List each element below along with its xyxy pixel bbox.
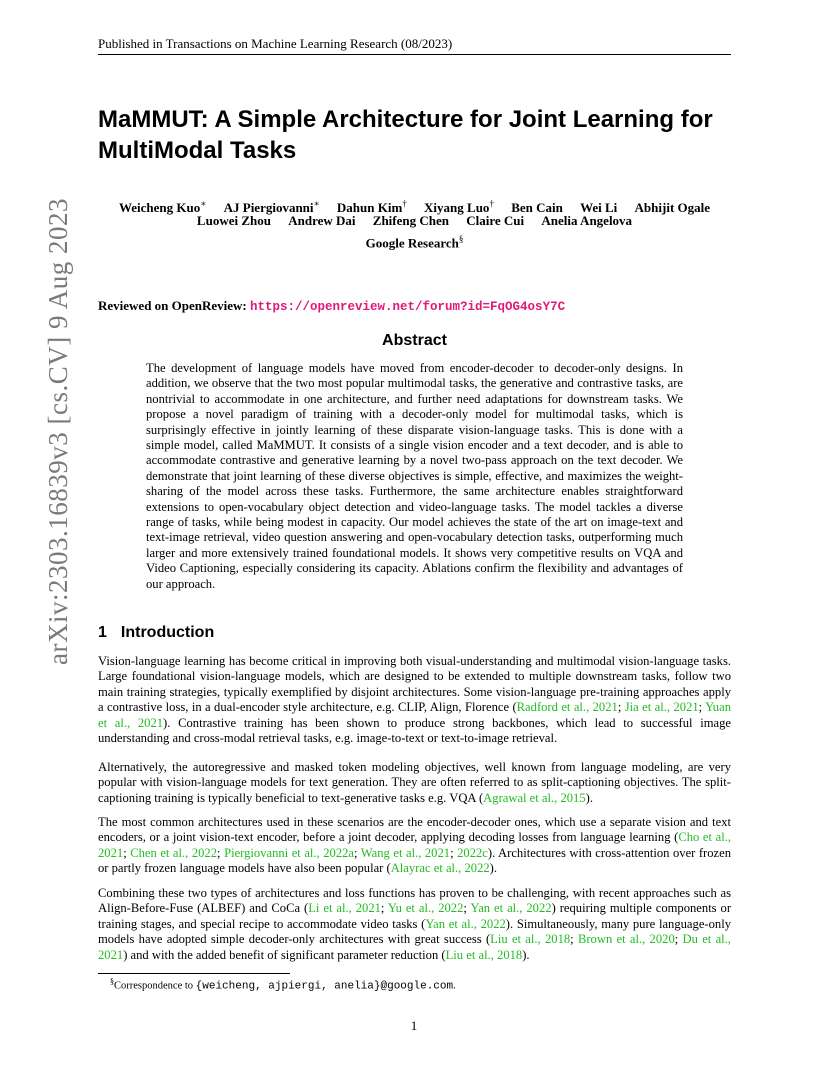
paragraph-text: ; xyxy=(617,700,625,715)
citation-link[interactable]: Radford et al., 2021 xyxy=(516,700,618,715)
paragraph-text: ; xyxy=(698,700,706,715)
affiliation: Google Research§ xyxy=(365,234,464,251)
author: Andrew Dai xyxy=(288,213,356,228)
paper-title: MaMMUT: A Simple Architecture for Joint Learning for MultiModal Tasks xyxy=(98,106,713,164)
citation-link[interactable]: Cho et al., 2021 xyxy=(98,830,732,860)
paragraph-text: ). xyxy=(585,790,593,805)
citation-link[interactable]: Yu et al., 2022 xyxy=(387,901,464,916)
paragraph-text: ; xyxy=(217,845,225,860)
footnote-emails: {weicheng, ajpiergi, anelia}@google.com xyxy=(195,980,454,993)
section-number: 1 xyxy=(98,624,107,641)
citation-link[interactable]: Du et al., 2021 xyxy=(98,932,731,962)
author: Xiyang Luo† xyxy=(424,199,494,216)
author: Dahun Kim† xyxy=(336,199,407,216)
citation-link[interactable]: Jia et al., 2021 xyxy=(624,700,699,715)
author: Weicheng Kuo∗ xyxy=(118,199,207,216)
paragraph xyxy=(98,760,731,806)
paragraph-text: ; xyxy=(570,932,578,947)
paragraph xyxy=(98,654,731,746)
citation-link[interactable]: Liu et al., 2018 xyxy=(445,947,523,962)
paragraph-text: ) requiring multiple components or training stages, and special recipe to accommodate video tasks ( xyxy=(98,901,732,931)
abstract-heading: Abstract xyxy=(382,332,447,349)
author: AJ Piergiovanni∗ xyxy=(223,199,320,216)
page-number: 1 xyxy=(410,1018,418,1033)
openreview-link[interactable]: https://openreview.net/forum?id=FqOG4osY7C xyxy=(250,300,566,314)
citation-link[interactable]: Liu et al., 2018 xyxy=(490,932,571,947)
citation-link[interactable]: Yuan et al., 2021 xyxy=(98,700,731,730)
footnote: §Correspondence to {weicheng, ajpiergi, anelia}@google.com. xyxy=(110,977,456,993)
section-heading xyxy=(98,624,214,642)
citation-link[interactable]: Piergiovanni et al., 2022a xyxy=(224,845,354,860)
citation-link[interactable]: Alayrac et al., 2022 xyxy=(390,861,490,876)
paragraph xyxy=(98,815,731,877)
citation-link[interactable]: Wang et al., 2021 xyxy=(360,845,451,860)
author: Abhijit Ogale xyxy=(634,200,711,216)
paragraph-text: ). Architectures with cross-attention over frozen or partly frozen language models have also been popular ( xyxy=(98,845,732,876)
paragraph-text: ). xyxy=(489,861,498,876)
arxiv-identifier: arXiv:2303.16839v3 [cs.CV] 9 Aug 2023 xyxy=(43,198,73,665)
paragraph-text: The most common architectures used in these scenarios are the encoder-decoder ones, which use a separate vision and text encoders, or a joint vision-text encoder, before a joint decoder, applying decoding losses from language learning ( xyxy=(98,815,731,845)
paragraph xyxy=(98,886,731,963)
paragraph-text: Vision-language learning has become critical in improving both visual-understanding and multimodal vision-language tasks. Large foundational vision-language models, which are designed to be extended to multiple downstream tasks, follow two main training strategies, typically exemplified by disjoint architectures. Some vision-language pre-training approaches apply a contrastive loss, in a dual-encoder style architecture, e.g. CLIP, Align, Florence ( xyxy=(98,654,731,715)
citation-link[interactable]: Li et al., 2021 xyxy=(308,901,381,916)
author: Anelia Angelova xyxy=(541,213,633,228)
openreview-line xyxy=(98,298,565,314)
citation-link[interactable]: Yan et al., 2022 xyxy=(470,901,552,916)
paragraph-text: ) and with the added benefit of significant parameter reduction ( xyxy=(123,947,446,962)
running-header: Published in Transactions on Machine Learning Research (08/2023) xyxy=(98,36,453,51)
citation-link[interactable]: Agrawal et al., 2015 xyxy=(483,790,586,805)
author: Ben Cain xyxy=(511,200,563,216)
authors-line-2 xyxy=(98,212,731,229)
paragraph-text: Alternatively, the autoregressive and masked token modeling objectives, well known from language modeling, are very popular with vision-language models for text generation. They are often referred to as split-captioning objectives. The split-captioning training is typically beneficial to text-generative tasks e.g. VQA ( xyxy=(98,760,731,805)
citation-link[interactable]: Chen et al., 2022 xyxy=(130,845,218,860)
citation-link[interactable]: 2022c xyxy=(457,845,488,860)
citation-link[interactable]: Yan et al., 2022 xyxy=(425,916,506,931)
abstract-text: The development of language models have moved from encoder-decoder to decoder-only designs. In addition, we observe that the two most popular multimodal tasks, the generative and contrastive tasks, are nontrivial to accommodate in one architecture, and further need adaptations for downstream tasks. We propose a novel paradigm of training with a decoder-only model for multimodal tasks, which is surprisingly effective in jointly learning of these disparate vision-language tasks. This is done with a simple model, called MaMMUT. It consists of a single vision encoder and a text decoder, and is able to accommodate contrastive and generative learning by a novel two-pass approach on the text decoder. We demonstrate that joint learning of these diverse objectives is simple, effective, and maximizes the weight-sharing of the model across these tasks. Furthermore, the same architecture enables straightforward extensions to open-vocabulary object detection and video-language tasks. The model tackles a diverse range of tasks, while being modest in capacity. Our model achieves the state of the art on image-text and text-image retrieval, video question answering and open-vocabulary detection tasks, outperforming much larger and more extensively trained foundational models. It shows very competitive results on VQA and Video Captioning, especially considering its capacity. Ablations confirm the flexibility and advantages of our approach. xyxy=(146,361,683,591)
author: Luowei Zhou xyxy=(196,213,271,228)
header-rule xyxy=(98,54,731,55)
author: Zhifeng Chen xyxy=(372,213,449,228)
paragraph-text: ; xyxy=(450,845,458,860)
paragraph-text: ; xyxy=(354,845,361,860)
openreview-label: Reviewed on OpenReview: xyxy=(98,298,247,313)
section-title: Introduction xyxy=(120,624,215,641)
paragraph-text: ). xyxy=(522,947,530,962)
paragraph-text: ). Simultaneously, many pure language-only models have adopted simple decoder-only architectures with great success ( xyxy=(98,916,731,947)
paragraph-text: ; xyxy=(380,901,388,916)
author: Claire Cui xyxy=(466,213,525,228)
citation-link[interactable]: Brown et al., 2020 xyxy=(577,932,675,947)
footnote-rule xyxy=(98,973,290,974)
author: Wei Li xyxy=(580,200,618,216)
paragraph-text: ; xyxy=(674,932,683,947)
paragraph-text: Combining these two types of architectures and loss functions has proven to be challenging, with recent approaches such as Align-Before-Fuse (ALBEF) and CoCa ( xyxy=(98,886,731,916)
paragraph-text: ; xyxy=(123,845,131,860)
paragraph-text: ). Contrastive training has been shown to produce strong backbones, which lead to successful image understanding and cross-modal retrieval tasks, e.g. image-to-text or text-to-image retrieval. xyxy=(98,715,731,746)
paragraph-text: ; xyxy=(463,901,471,916)
